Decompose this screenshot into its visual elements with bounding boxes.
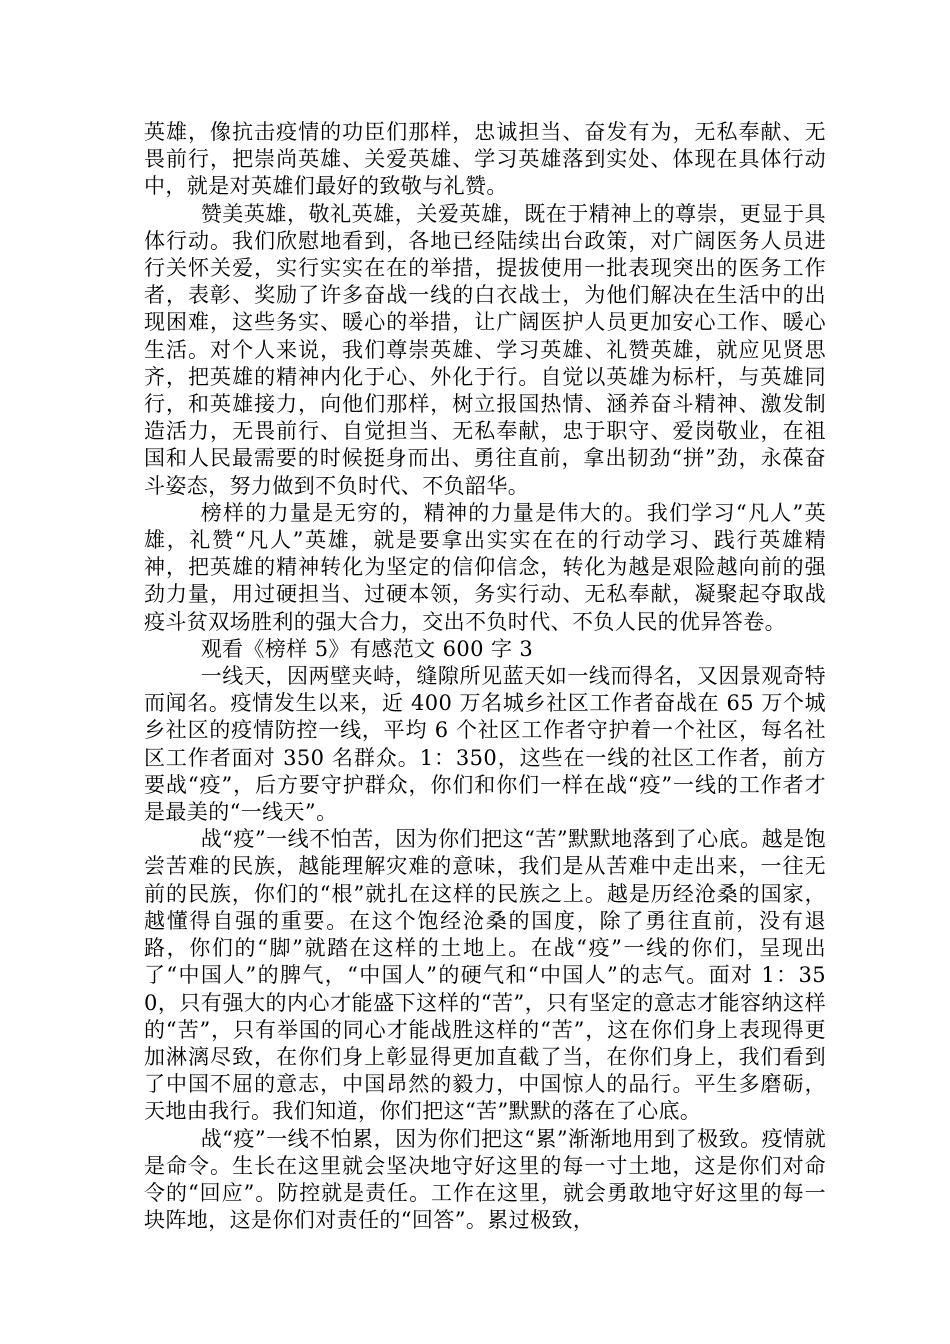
paragraph-2: 赞美英雄，敬礼英雄，关爱英雄，既在于精神上的尊崇，更显于具体行动。我们欣慰地看到，各地已经陆续出台政策，对广阔医务人员进行关怀关爱，实行实实在在的举措，提拔使用一批表现突出的医务工作者，表彰、奖励了许多奋战一线的白衣战士，为他们解决在生活中的出现困难，这些务实、暖心的举措，让广阔医护人员更加安心工作、暖心生活。对个人来说，我们尊崇英雄、学习英雄、礼赞英雄，就应见贤思齐，把英雄的精神内化于心、外化于行。自觉以英雄为标杆，与英雄同行，和英雄接力，向他们那样，树立报国热情、涵养奋斗精神、激发制造活力，无畏前行、自觉担当、无私奉献，忠于职守、爱岗敬业，在祖国和人民最需要的时候挺身而出、勇往直前，拿出韧劲“拼”劲，永葆奋斗姿态，努力做到不负时代、不负韶华。 [144, 201, 826, 498]
paragraph-5: 一线天，因两壁夹峙，缝隙所见蓝天如一线而得名，又因景观奇特而闻名。疫情发生以来，近 400 万名城乡社区工作者奋战在 65 万个城乡社区的疫情防控一线，平均 6 个社区工作者守护着一个社区，每名社区工作者面对 350 名群众。1：350，这些在一线的社区工作者，前方要战“疫”，后方要守护群众，你们和你们一样在战“疫”一线的工作者才是最美的“一线天”。 [144, 664, 826, 825]
paragraph-3: 榜样的力量是无穷的，精神的力量是伟大的。我们学习“凡人”英雄，礼赞“凡人”英雄，就是要拿出实实在在的行动学习、践行英雄精神，把英雄的精神转化为坚定的信仰信念，转化为越是艰险越向前的强劲力量，用过硬担当、过硬本领，务实行动、无私奉献，凝聚起夺取战疫斗贫双场胜利的强大合力，交出不负时代、不负人民的优异答卷。 [144, 500, 826, 634]
paragraph-1: 英雄，像抗击疫情的功臣们那样，忠诚担当、奋发有为，无私奉献、无畏前行，把崇尚英雄、关爱英雄、学习英雄落到实处、体现在具体行动中，就是对英雄们最好的致敬与礼赞。 [144, 120, 826, 199]
paragraph-7: 战“疫”一线不怕累，因为你们把这“累”渐渐地用到了极致。疫情就是命令。生长在这里就会坚决地守好这里的每一寸土地，这是你们对命令的“回应”。防控就是责任。工作在这里，就会勇敢地守好这里的每一块阵地，这是你们对责任的“回答”。累过极致， [144, 1126, 826, 1233]
section-heading: 观看《榜样 5》有感范文 600 字 3 [200, 636, 534, 661]
document-body [144, 119, 826, 1234]
paragraph-6: 战“疫”一线不怕苦，因为你们把这“苦”默默地落到了心底。越是饱尝苦难的民族，越能理解灾难的意味，我们是从苦难中走出来，一往无前的民族，你们的“根”就扎在这样的民族之上。越是历经沧桑的国家，越懂得自强的重要。在这个饱经沧桑的国度，除了勇往直前，没有退路，你们的“脚”就踏在这样的土地上。在战“疫”一线的你们，呈现出了“中国人”的脾气，“中国人”的硬气和“中国人”的志气。面对 1：350，只有强大的内心才能盛下这样的“苦”，只有坚定的意志才能容纳这样的“苦”，只有举国的同心才能战胜这样的“苦”，这在你们身上表现得更加淋漓尽致，在你们身上彰显得更加直截了当，在你们身上，我们看到了中国不屈的意志，中国昂然的毅力，中国惊人的品行。平生多磨砺，天地由我行。我们知道，你们把这“苦”默默的落在了心底。 [144, 827, 826, 1124]
